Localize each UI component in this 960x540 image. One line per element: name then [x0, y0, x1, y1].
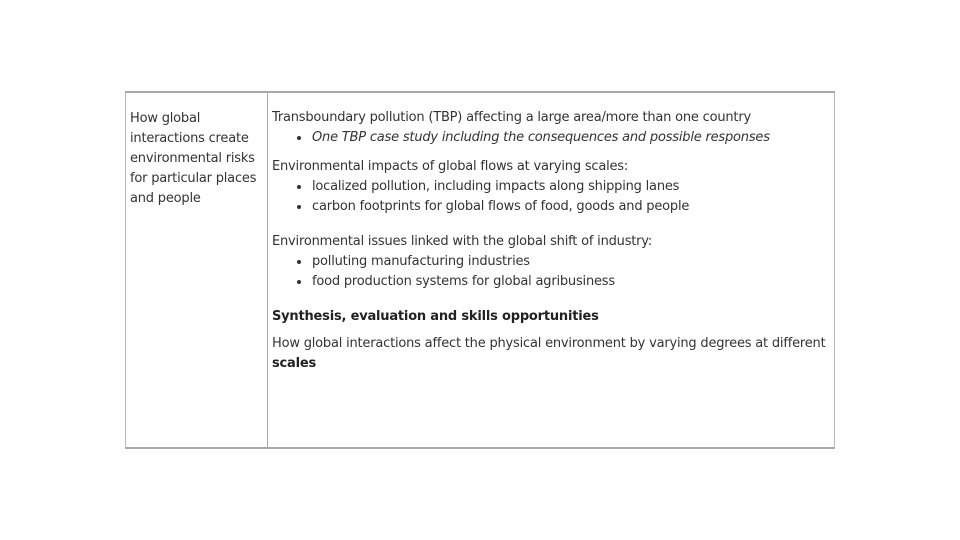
list-item: [297, 197, 828, 217]
content-cell: [268, 93, 834, 447]
synthesis-text-emphasis: scales: [272, 356, 317, 371]
list-item: [297, 252, 828, 272]
list-item: [297, 272, 828, 292]
list-item: [297, 177, 828, 197]
bullet-icon: [297, 205, 301, 209]
synthesis-text: [272, 334, 828, 374]
impacts-bullet-list: [272, 177, 828, 217]
issues-bullet-list: [272, 252, 828, 292]
impacts-bullet-text: localized pollution, including impacts along shipping lanes: [312, 179, 680, 194]
issues-heading: Environmental issues linked with the global shift of industry:: [272, 234, 653, 249]
bullet-icon: [297, 260, 301, 264]
bullet-icon: [297, 280, 301, 284]
issues-bullet-text: polluting manufacturing industries: [312, 254, 530, 269]
synthesis-text-main: How global interactions affect the physical environment by varying degrees at different: [272, 336, 826, 351]
issues-bullet-text: food production systems for global agribusiness: [312, 274, 615, 289]
topic-text: How global interactions create environmental risks for particular places and people: [130, 111, 257, 206]
tbp-case-study-text: One TBP case study including the consequences and possible responses: [312, 130, 770, 145]
tbp-bullet-list: [272, 128, 828, 148]
tbp-intro: Transboundary pollution (TBP) affecting a large area/more than one country: [272, 110, 751, 125]
impacts-heading: Environmental impacts of global flows at varying scales:: [272, 159, 629, 174]
syllabus-table: [125, 91, 835, 449]
topic-cell: [126, 93, 268, 447]
bullet-icon: [297, 136, 301, 140]
synthesis-heading: Synthesis, evaluation and skills opportunities: [272, 309, 599, 324]
impacts-bullet-text: carbon footprints for global flows of food, goods and people: [312, 199, 690, 214]
list-item: [297, 128, 828, 148]
bullet-icon: [297, 185, 301, 189]
